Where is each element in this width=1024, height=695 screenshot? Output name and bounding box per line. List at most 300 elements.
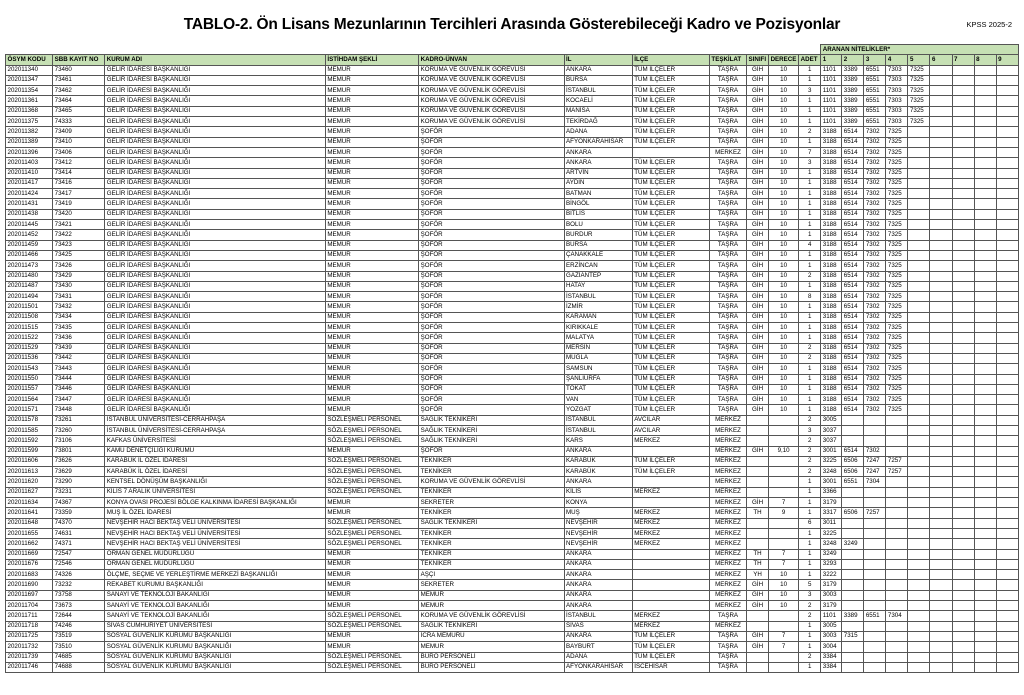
table-cell: 73629: [53, 467, 105, 477]
table-cell: ŞOFÖR: [419, 158, 564, 168]
table-cell: AFYONKARAHİSAR: [564, 662, 632, 672]
table-cell: [864, 498, 886, 508]
table-cell: 202011557: [6, 384, 53, 394]
table-cell: 10: [769, 374, 799, 384]
table-cell: TAŞRA: [709, 65, 746, 75]
table-cell: 202011473: [6, 261, 53, 271]
table-cell: MEMUR: [325, 75, 418, 85]
table-cell: [952, 127, 974, 137]
table-cell: 73462: [53, 86, 105, 96]
table-cell: 2: [799, 436, 821, 446]
table-cell: TAŞRA: [709, 75, 746, 85]
table-cell: MEMUR: [325, 96, 418, 106]
table-cell: 73510: [53, 642, 105, 652]
table-cell: [908, 209, 930, 219]
table-cell: REKABET KURUMU BAŞKANLIĞI: [105, 580, 326, 590]
table-cell: [908, 508, 930, 518]
table-cell: [952, 199, 974, 209]
table-cell: [930, 271, 952, 281]
table-cell: MEMUR: [325, 601, 418, 611]
table-cell: [974, 405, 996, 415]
table-cell: SÖZLEŞMELİ PERSONEL: [325, 477, 418, 487]
table-cell: 202011536: [6, 353, 53, 363]
table-cell: HATAY: [564, 281, 632, 291]
table-cell: [886, 436, 908, 446]
table-row: [6, 199, 1019, 209]
table-cell: 3389: [842, 75, 864, 85]
table-cell: SOSYAL GÜVENLİK KURUMU BAŞKANLIĞI: [105, 662, 326, 672]
table-cell: 1: [799, 539, 821, 549]
table-cell: AYDIN: [564, 178, 632, 188]
table-cell: [930, 539, 952, 549]
table-cell: MERKEZ: [709, 518, 746, 528]
table-cell: 3188: [821, 240, 842, 250]
table-cell: 1: [799, 117, 821, 127]
table-cell: 7302: [864, 147, 886, 157]
table-cell: KONYA: [564, 498, 632, 508]
table-cell: GİH: [747, 384, 769, 394]
table-cell: [974, 508, 996, 518]
table-cell: 1: [799, 487, 821, 497]
table-cell: 10: [769, 323, 799, 333]
table-row: [6, 384, 1019, 394]
table-cell: TAŞRA: [709, 353, 746, 363]
column-header: DERECE: [769, 55, 799, 65]
table-cell: TAŞRA: [709, 281, 746, 291]
table-cell: 202011564: [6, 395, 53, 405]
table-cell: NEVŞEHİR: [564, 539, 632, 549]
table-cell: [908, 323, 930, 333]
table-cell: MEMUR: [325, 323, 418, 333]
table-cell: AVCILAR: [632, 425, 709, 435]
table-cell: [769, 518, 799, 528]
table-cell: [952, 86, 974, 96]
table-cell: MERKEZ: [709, 539, 746, 549]
table-row: [6, 117, 1019, 127]
table-cell: [974, 487, 996, 497]
table-cell: [974, 271, 996, 281]
table-cell: 1: [799, 662, 821, 672]
table-cell: 7303: [886, 106, 908, 116]
table-cell: [974, 642, 996, 652]
table-row: [6, 96, 1019, 106]
table-cell: MEMUR: [325, 446, 418, 456]
table-row: [6, 127, 1019, 137]
table-cell: [930, 75, 952, 85]
table-cell: İZMİR: [564, 302, 632, 312]
table-row: [6, 395, 1019, 405]
table-cell: [842, 487, 864, 497]
table-cell: [908, 127, 930, 137]
table-cell: TÜM İLÇELER: [632, 189, 709, 199]
table-cell: [996, 353, 1018, 363]
table-cell: [952, 75, 974, 85]
table-cell: [974, 518, 996, 528]
column-header: İLÇE: [632, 55, 709, 65]
table-cell: KORUMA VE GÜVENLİK GÖREVLİSİ: [419, 611, 564, 621]
table-cell: KORUMA VE GÜVENLİK GÖREVLİSİ: [419, 117, 564, 127]
column-header: 9: [996, 55, 1018, 65]
table-cell: 202011445: [6, 220, 53, 230]
table-cell: MEMUR: [419, 601, 564, 611]
table-cell: MEMUR: [325, 498, 418, 508]
table-cell: GİH: [747, 590, 769, 600]
table-cell: MERSİN: [564, 343, 632, 353]
table-cell: TÜM İLÇELER: [632, 106, 709, 116]
table-cell: 3011: [821, 518, 842, 528]
table-cell: MERKEZ: [632, 611, 709, 621]
table-cell: 1: [799, 528, 821, 538]
table-cell: [747, 652, 769, 662]
table-cell: 73460: [53, 65, 105, 75]
table-cell: ŞOFÖR: [419, 405, 564, 415]
table-cell: [996, 250, 1018, 260]
table-cell: 202011704: [6, 601, 53, 611]
table-cell: SÖZLEŞMELİ PERSONEL: [325, 528, 418, 538]
table-cell: 7325: [886, 189, 908, 199]
table-cell: [930, 240, 952, 250]
table-cell: [864, 415, 886, 425]
table-cell: [974, 323, 996, 333]
table-cell: İSTANBUL: [564, 425, 632, 435]
table-cell: [886, 549, 908, 559]
table-cell: 202011347: [6, 75, 53, 85]
table-cell: 6514: [842, 364, 864, 374]
table-cell: 73673: [53, 601, 105, 611]
table-cell: [930, 96, 952, 106]
table-cell: GELİR İDARESİ BAŞKANLIĞI: [105, 353, 326, 363]
table-cell: 3188: [821, 127, 842, 137]
column-header: 8: [974, 55, 996, 65]
table-cell: TÜM İLÇELER: [632, 117, 709, 127]
table-cell: MERKEZ: [709, 467, 746, 477]
table-cell: [632, 549, 709, 559]
table-cell: GİH: [747, 333, 769, 343]
table-row: [6, 323, 1019, 333]
table-cell: [864, 621, 886, 631]
table-cell: TÜM İLÇELER: [632, 281, 709, 291]
table-cell: [842, 570, 864, 580]
table-cell: TÜM İLÇELER: [632, 642, 709, 652]
table-cell: 73429: [53, 271, 105, 281]
table-cell: 3003: [821, 631, 842, 641]
table-cell: [842, 528, 864, 538]
table-cell: GELİR İDARESİ BAŞKANLIĞI: [105, 364, 326, 374]
table-cell: 202011452: [6, 230, 53, 240]
table-cell: GELİR İDARESİ BAŞKANLIĞI: [105, 281, 326, 291]
table-cell: MEMUR: [325, 189, 418, 199]
table-cell: 73261: [53, 415, 105, 425]
table-cell: [769, 477, 799, 487]
table-cell: [952, 580, 974, 590]
table-cell: [908, 189, 930, 199]
table-cell: [886, 621, 908, 631]
table-cell: [908, 168, 930, 178]
table-cell: [996, 559, 1018, 569]
table-cell: 10: [769, 75, 799, 85]
table-cell: [930, 642, 952, 652]
table-cell: GELİR İDARESİ BAŞKANLIĞI: [105, 292, 326, 302]
table-cell: 3249: [842, 539, 864, 549]
table-cell: 6514: [842, 343, 864, 353]
table-cell: MEMUR: [325, 240, 418, 250]
table-cell: 6514: [842, 189, 864, 199]
table-cell: GİH: [747, 601, 769, 611]
table-cell: [996, 570, 1018, 580]
table-cell: 1101: [821, 65, 842, 75]
table-cell: [908, 292, 930, 302]
table-cell: 1: [799, 261, 821, 271]
table-cell: 7325: [886, 333, 908, 343]
table-cell: [769, 611, 799, 621]
table-cell: [908, 446, 930, 456]
table-cell: GELİR İDARESİ BAŞKANLIĞI: [105, 65, 326, 75]
table-cell: 73439: [53, 343, 105, 353]
table-cell: 7325: [908, 106, 930, 116]
table-cell: TAŞRA: [709, 220, 746, 230]
table-cell: BATMAN: [564, 189, 632, 199]
table-row: [6, 549, 1019, 559]
table-cell: [952, 436, 974, 446]
table-cell: [632, 590, 709, 600]
table-cell: [974, 178, 996, 188]
table-cell: 7302: [864, 333, 886, 343]
table-cell: [930, 189, 952, 199]
table-cell: 3389: [842, 96, 864, 106]
table-cell: 6514: [842, 446, 864, 456]
table-cell: [930, 498, 952, 508]
table-cell: 202011529: [6, 343, 53, 353]
table-cell: [842, 549, 864, 559]
table-cell: 2: [799, 446, 821, 456]
table-cell: KİLİS: [564, 487, 632, 497]
table-cell: [952, 189, 974, 199]
table-cell: ŞOFÖR: [419, 323, 564, 333]
table-cell: [842, 652, 864, 662]
table-cell: [769, 467, 799, 477]
table-cell: 6551: [864, 65, 886, 75]
table-cell: TOKAT: [564, 384, 632, 394]
table-cell: 10: [769, 302, 799, 312]
table-cell: [908, 487, 930, 497]
table-cell: [930, 333, 952, 343]
table-cell: 1: [799, 508, 821, 518]
table-cell: 3: [799, 158, 821, 168]
table-row: [6, 631, 1019, 641]
table-row: [6, 86, 1019, 96]
table-cell: 2: [799, 353, 821, 363]
table-cell: 1: [799, 168, 821, 178]
table-row: [6, 498, 1019, 508]
table-cell: [974, 65, 996, 75]
table-cell: TÜM İLÇELER: [632, 292, 709, 302]
table-cell: SÖZLEŞMELİ PERSONEL: [325, 425, 418, 435]
table-cell: MEMUR: [419, 590, 564, 600]
table-cell: [996, 333, 1018, 343]
table-cell: [886, 446, 908, 456]
table-cell: ANKARA: [564, 158, 632, 168]
table-cell: [908, 281, 930, 291]
table-cell: GİH: [747, 240, 769, 250]
table-cell: [842, 559, 864, 569]
table-cell: 7325: [886, 405, 908, 415]
table-cell: [952, 158, 974, 168]
table-cell: GELİR İDARESİ BAŞKANLIĞI: [105, 137, 326, 147]
table-cell: 6551: [864, 96, 886, 106]
table-cell: 202011599: [6, 446, 53, 456]
table-cell: [864, 559, 886, 569]
table-cell: İSTANBUL: [564, 292, 632, 302]
table-cell: [864, 652, 886, 662]
table-cell: 10: [769, 292, 799, 302]
table-cell: 73443: [53, 364, 105, 374]
table-cell: ŞOFÖR: [419, 178, 564, 188]
table-cell: 202011431: [6, 199, 53, 209]
table-cell: 7325: [908, 75, 930, 85]
table-cell: [886, 487, 908, 497]
table-cell: GELİR İDARESİ BAŞKANLIĞI: [105, 199, 326, 209]
table-cell: 6514: [842, 137, 864, 147]
table-cell: 3188: [821, 333, 842, 343]
table-cell: TÜM İLÇELER: [632, 158, 709, 168]
table-cell: 202011417: [6, 178, 53, 188]
table-cell: TÜM İLÇELER: [632, 96, 709, 106]
table-row: [6, 271, 1019, 281]
table-cell: 7302: [864, 178, 886, 188]
table-row: [6, 601, 1019, 611]
table-cell: 7303: [886, 65, 908, 75]
table-cell: 10: [769, 312, 799, 322]
table-cell: 3188: [821, 374, 842, 384]
table-cell: [842, 425, 864, 435]
table-cell: ANKARA: [564, 601, 632, 611]
table-cell: SİVAS CUMHURİYET ÜNİVERSİTESİ: [105, 621, 326, 631]
table-cell: [886, 601, 908, 611]
table-cell: GİH: [747, 86, 769, 96]
table-cell: [952, 518, 974, 528]
table-cell: 202011718: [6, 621, 53, 631]
table-cell: [974, 621, 996, 631]
table-cell: 3222: [821, 570, 842, 580]
table-cell: 202011683: [6, 570, 53, 580]
table-cell: 73423: [53, 240, 105, 250]
table-row: [6, 580, 1019, 590]
table-row: [6, 178, 1019, 188]
table-cell: [996, 549, 1018, 559]
table-cell: [974, 436, 996, 446]
table-cell: [864, 425, 886, 435]
table-cell: GİH: [747, 353, 769, 363]
table-cell: 7302: [864, 261, 886, 271]
table-cell: 2: [799, 601, 821, 611]
table-cell: [864, 601, 886, 611]
table-cell: NEVŞEHİR HACI BEKTAŞ VELİ ÜNİVERSİTESİ: [105, 539, 326, 549]
table-cell: ŞOFÖR: [419, 250, 564, 260]
table-cell: 6514: [842, 271, 864, 281]
table-cell: [864, 662, 886, 672]
table-cell: 7303: [886, 75, 908, 85]
table-cell: [908, 477, 930, 487]
table-cell: [996, 446, 1018, 456]
table-cell: TAŞRA: [709, 611, 746, 621]
table-cell: TÜM İLÇELER: [632, 127, 709, 137]
table-cell: [952, 106, 974, 116]
table-cell: MEMUR: [325, 312, 418, 322]
table-cell: [952, 415, 974, 425]
table-cell: 10: [769, 261, 799, 271]
table-cell: [996, 364, 1018, 374]
table-cell: SÖZLEŞMELİ PERSONEL: [325, 518, 418, 528]
table-cell: 10: [769, 117, 799, 127]
table-cell: MEMUR: [325, 343, 418, 353]
table-cell: GİH: [747, 199, 769, 209]
table-row: [6, 250, 1019, 260]
table-cell: [747, 611, 769, 621]
table-row: [6, 446, 1019, 456]
table-row: [6, 353, 1019, 363]
table-cell: TAŞRA: [709, 261, 746, 271]
table-cell: TÜM İLÇELER: [632, 652, 709, 662]
table-cell: TAŞRA: [709, 199, 746, 209]
table-cell: 1: [799, 559, 821, 569]
table-cell: GİH: [747, 374, 769, 384]
table-cell: TÜM İLÇELER: [632, 230, 709, 240]
table-cell: 73436: [53, 333, 105, 343]
table-cell: BÜRO PERSONELİ: [419, 652, 564, 662]
table-cell: 1: [799, 220, 821, 230]
table-cell: 3: [799, 86, 821, 96]
table-cell: TAŞRA: [709, 374, 746, 384]
table-cell: 6514: [842, 127, 864, 137]
table-cell: 3188: [821, 250, 842, 260]
page-title: TABLO-2. Ön Lisans Mezunlarının Tercihleri Arasında Gösterebileceği Kadro ve Pozisyonlar: [183, 16, 841, 33]
table-cell: [930, 199, 952, 209]
table-cell: [930, 662, 952, 672]
table-cell: [974, 559, 996, 569]
table-cell: 3037: [821, 425, 842, 435]
table-cell: [952, 261, 974, 271]
table-cell: [996, 323, 1018, 333]
table-cell: 7325: [886, 271, 908, 281]
table-row: [6, 75, 1019, 85]
table-cell: VAN: [564, 395, 632, 405]
table-cell: 73444: [53, 374, 105, 384]
table-cell: TAŞRA: [709, 86, 746, 96]
table-cell: GELİR İDARESİ BAŞKANLIĞI: [105, 323, 326, 333]
table-cell: MEMUR: [325, 590, 418, 600]
table-cell: 9: [769, 508, 799, 518]
table-cell: GİH: [747, 127, 769, 137]
table-cell: 7325: [886, 199, 908, 209]
table-cell: [996, 137, 1018, 147]
table-cell: [930, 374, 952, 384]
table-cell: MERKEZ: [709, 425, 746, 435]
table-cell: [996, 230, 1018, 240]
table-cell: 202011690: [6, 580, 53, 590]
table-cell: BİNGÖL: [564, 199, 632, 209]
table-cell: KARABÜK: [564, 456, 632, 466]
table-cell: [952, 425, 974, 435]
table-cell: GELİR İDARESİ BAŞKANLIĞI: [105, 230, 326, 240]
table-cell: 3005: [821, 621, 842, 631]
table-cell: BOLU: [564, 220, 632, 230]
table-cell: 1: [799, 549, 821, 559]
table-cell: 7302: [864, 189, 886, 199]
table-cell: 7302: [864, 158, 886, 168]
table-cell: [996, 415, 1018, 425]
table-cell: [908, 137, 930, 147]
table-cell: GELİR İDARESİ BAŞKANLIĞI: [105, 271, 326, 281]
